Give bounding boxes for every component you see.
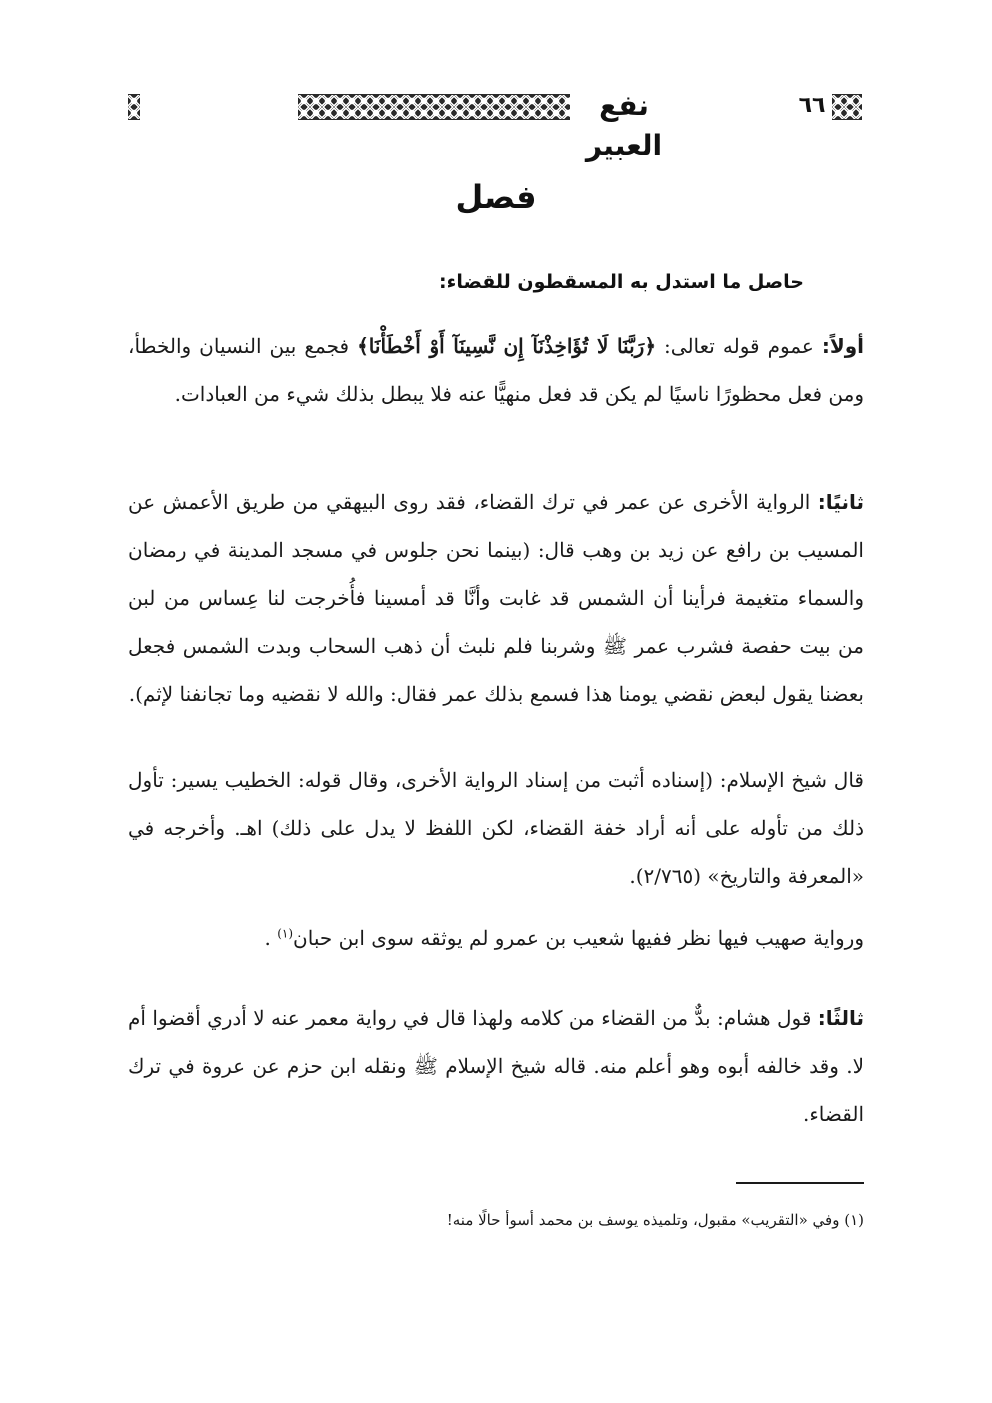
header-ornament-middle [298,94,570,120]
paragraph-text: عموم قوله تعالى: [656,334,822,358]
footnote-divider [736,1182,864,1184]
paragraph-text: قول هشام: بدٌّ من القضاء من كلامه ولهذا قال في رواية معمر عنه لا أدري أقضوا أم لا. وقد خالفه أبوه وهو أعلم منه. قاله شيخ الإسلام ﷺ ونقله ابن حزم عن عروة في ترك القضاء. [128,1006,864,1126]
page-header [128,86,864,162]
paragraph-text: الرواية الأخرى عن عمر في ترك القضاء، فقد روى البيهقي من طريق الأعمش عن المسيب بن رافع عن زيد بن وهب قال: (بينما نحن جلوس في مسجد المدينة في رمضان والسماء متغيمة فرأينا أن الشمس قد غابت وأنَّا قد أمسينا فأُخرجت لنا عِساس من لبن من بيت حفصة فشرب عمر ﷺ وشربنا فلم نلبث أن ذهب السحاب وبدت الشمس فجعل بعضنا يقول لبعض نقضي يومنا هذا فسمع بذلك عمر فقال: والله لا نقضيه وما تجانفنا لإثم). [128,490,865,706]
paragraph-second [128,478,864,718]
paragraph-text: قال شيخ الإسلام: (إسناده أثبت من إسناد الرواية الأخرى، وقال قوله: الخطيب يسير: تأول ذلك من تأوله على أنه أراد خفة القضاء، لكن اللفظ لا يدل على ذلك) اهـ. وأخرجه في «المعرفة والتاريخ» (٢/٧٦٥). [128,768,864,888]
paragraph-text-end: . [264,926,278,950]
paragraph-first [128,322,864,418]
paragraph-third [128,756,864,900]
paragraph-text: فجمع بين النسيان والخطأ، ومن فعل محظورًا ناسيًا لم يكن قد فعل منهيًّا عنه فلا يبطل بذلك شيء من العبادات. [128,334,864,406]
header-ornament-left [128,94,140,120]
header-ornament-right [832,94,862,120]
paragraph-lead: ثالثًا: [817,1006,864,1030]
book-title: نفع العبير [585,89,663,162]
page-number: ٦٦ [798,93,826,118]
quran-verse: ﴿رَبَّنَا لَا تُؤَاخِذْنَآ إِن نَّسِينَآ أَوْ أَخْطَأْنَا﴾ [357,334,657,358]
paragraph-text: ورواية صهيب فيها نظر ففيها شعيب بن عمرو لم يوثقه سوى ابن حبان [293,926,864,950]
paragraph-lead: أولاً: [821,334,865,358]
section-title: فصل [455,178,537,216]
paragraph-fourth [128,914,864,962]
footnote: (١) وفي «التقريب» مقبول، وتلميذه يوسف بن محمد أسوأ حالًا منه! [446,1211,864,1229]
subheading: حاصل ما استدل به المسقطون للقضاء: [439,271,804,293]
book-page [128,0,864,1403]
paragraph-fifth [128,994,864,1138]
paragraph-lead: ثانيًا: [817,490,864,514]
footnote-reference[interactable]: (١) [277,926,294,941]
